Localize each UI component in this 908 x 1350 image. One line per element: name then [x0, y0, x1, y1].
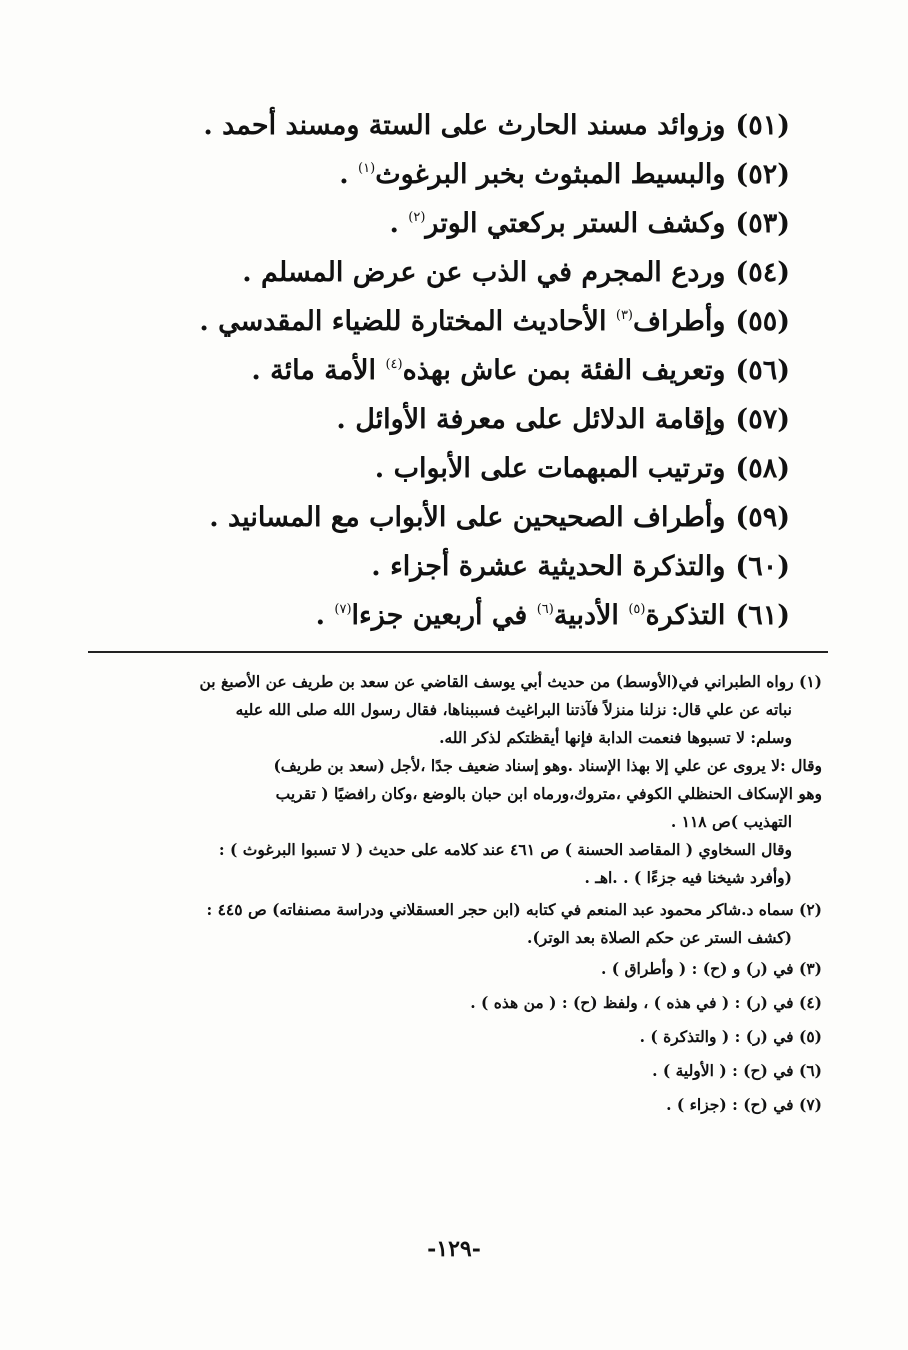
list-item: (٥٨)وترتيب المبهمات على الأبواب . [374, 453, 790, 484]
footnote-ref[interactable]: (١) [358, 161, 376, 176]
list-item: (٦٠)والتذكرة الحديثية عشرة أجزاء . [371, 551, 790, 582]
list-item: (٥١)وزوائد مسند الحارث على الستة ومسند أحمد . [203, 110, 790, 141]
footnote-ref[interactable]: (٦) [536, 602, 554, 617]
footnote-5: (٥) في (ر) : ( والتذكرة ) . [639, 1027, 822, 1046]
footnote-ref[interactable]: (٤) [385, 357, 403, 372]
footnote-divider [88, 651, 828, 653]
footnote-1: (١) رواه الطبراني في(الأوسط) من حديث أبي يوسف القاضي عن سعد بن طريف عن الأصبغ بن نباته عن علي قال: نزلنا منزلاً فآذتنا البراغيث فسببناها، فقال رسول الله صلى الله عليه وسلم: لا تسبوها فنعمت الدابة فإنها أيقظتكم لذكر الله. وقال :لا يروى عن علي إلا بهذا الإسناد .وهو إسناد ضعيف جدًا ،لأجل (سعد بن طريف) وهو الإسكاف الحنظلي الكوفي ،متروك،ورماه ابن حبان بالوضع ،وكان رافضيًا ( تقريب التهذيب )ص ١١٨ . وقال السخاوي ( المقاصد الحسنة ) ص ٤٦١ عند كلامه على حديث ( لا تسبوا البرغوث ) : (وأفرد شيخنا فيه جزءًا ) . .اهـ . [199, 672, 822, 887]
list-item: (٥٤)وردع المجرم في الذب عن عرض المسلم . [242, 257, 790, 288]
footnote-3: (٣) في (ر) و (ح) : ( وأطراق ) . [600, 959, 822, 978]
list-item: (٥٧)وإقامة الدلائل على معرفة الأوائل . [336, 404, 790, 435]
footnote-2: (٢) سماه د.شاكر محمود عبد المنعم في كتابه (ابن حجر العسقلاني ودراسة مصنفاته) ص ٤٤٥ : (كشف الستر عن حكم الصلاة بعد الوتر). [206, 900, 822, 947]
footnote-ref[interactable]: (٣) [615, 308, 633, 323]
page-number: -١٢٩- [427, 1236, 481, 1262]
footnotes [100, 668, 822, 1122]
footnote-6: (٦) في (ح) : ( الأولية ) . [652, 1061, 822, 1080]
footnote-ref[interactable]: (٥) [628, 602, 646, 617]
list-item: (٥٥)وأطراف$^{(٣)}$ الأحاديث المختارة للضياء المقدسي . [199, 306, 790, 337]
footnote-4: (٤) في (ر) : ( في هذه ) ، ولفظ (ح) : ( من هذه ) . [470, 993, 822, 1012]
list-item: (٦١)التذكرة$^{(٥)}$ الأدبية$^{(٦)}$ في أربعين جزءا$^{(٧)}$ . [315, 600, 790, 631]
list-item: (٥٢)والبسيط المبثوث بخبر البرغوث$^{(١)}$ . [339, 159, 790, 190]
footnote-ref[interactable]: (٧) [334, 602, 352, 617]
footnote-7: (٧) في (ح) : (جزاء ) . [666, 1095, 822, 1114]
footnote-ref[interactable]: (٢) [408, 210, 426, 225]
works-list [150, 106, 790, 645]
list-item: (٥٩)وأطراف الصحيحين على الأبواب مع المسانيد . [209, 502, 790, 533]
list-item: (٥٣)وكشف الستر بركعتي الوتر$^{(٢)}$ . [389, 208, 790, 239]
list-item: (٥٦)وتعريف الفئة بمن عاش بهذه$^{(٤)}$ الأمة مائة . [251, 355, 790, 386]
